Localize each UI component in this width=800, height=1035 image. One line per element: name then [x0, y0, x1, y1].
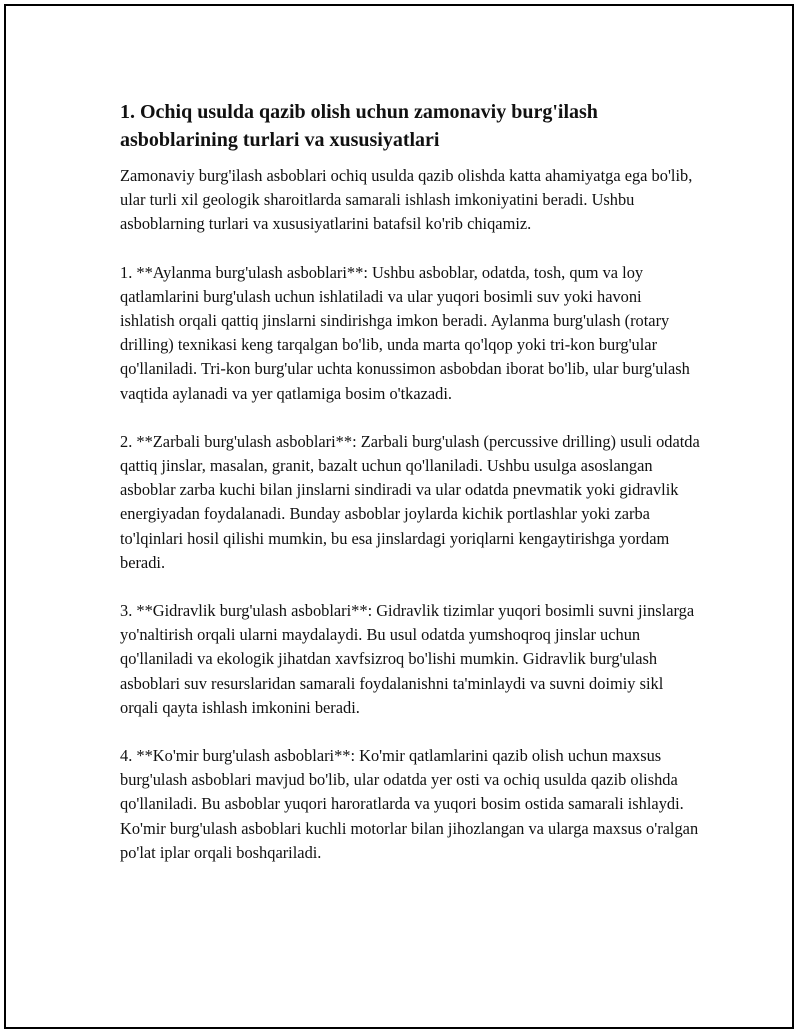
intro-paragraph: Zamonaviy burg'ilash asboblari ochiq usulda qazib olishda katta ahamiyatga ega bo'lib, ular turli xil geologik sharoitlarda samarali ishlash imkoniyatini beradi. Ushbu asboblarning turlari va xususiyatlarini batafsil ko'rib chiqamiz. — [120, 166, 693, 234]
paragraph-percussive-drilling: 2. **Zarbali burg'ulash asboblari**: Zarbali burg'ulash (percussive drilling) usuli odatda qattiq jinslar, masalan, granit, bazalt uchun qo'llaniladi. Ushbu usulga asoslangan asboblar zarba kuchi bilan jinslarni sindiradi va ular odatda pnevmatik yoki gidravlik energiyadan foydalanadi. Bunday asboblar joylarda kichik portlashlar yoki zarba to'lqinlari hosil qilishi mumkin, bu esa jinslardagi yoriqlarni kengaytirishga yordam beradi. — [120, 431, 700, 572]
document-title: 1. Ochiq usulda qazib olish uchun zamonaviy burg'ilash asboblarining turlari va xususiyatlari — [120, 101, 598, 151]
paragraph-coal-drilling: 4. **Ko'mir burg'ulash asboblari**: Ko'mir qatlamlarini qazib olish uchun maxsus burg'ulash asboblari mavjud bo'lib, ular odatda yer osti va ochiq usulda qazib olishda qo'llaniladi. Bu asboblar yuqori haroratlarda va yuqori bosim ostida samarali ishlaydi. Ko'mir burg'ulash asboblari kuchli motorlar bilan jihozlangan va ularga maxsus o'ralgan po'lat iplar orqali boshqariladi. — [120, 746, 699, 862]
page-frame — [4, 4, 794, 1029]
paragraph-hydraulic-drilling: 3. **Gidravlik burg'ulash asboblari**: Gidravlik tizimlar yuqori bosimli suvni jinslarga yo'naltirish orqali ularni maydalaydi. Bu usul odatda yumshoqroq jinslar uchun qo'llaniladi va ekologik jihatdan xavfsizroq bo'lishi mumkin. Gidravlik burg'ulash asboblari suv resurslaridan samarali foydalanishni ta'minlaydi va suvni doimiy sikl orqali qayta ishlash imkonini beradi. — [120, 601, 695, 717]
paragraph-rotary-drilling: 1. **Aylanma burg'ulash asboblari**: Ushbu asboblar, odatda, tosh, qum va loy qatlamlarini burg'ulash uchun ishlatiladi va ular yuqori bosimli suv yoki havoni ishlatish orqali qattiq jinslarni sindirishga imkon beradi. Aylanma burg'ulash (rotary drilling) texnikasi keng tarqalgan bo'lib, unda marta qo'lqop yoki tri-kon burg'ular qo'llaniladi. Tri-kon burg'ular uchta konussimon asbobdan iborat bo'lib, ular burg'ulash vaqtida aylanadi va yer qatlamiga bosim o'tkazadi. — [120, 262, 690, 403]
document-body — [120, 98, 700, 889]
